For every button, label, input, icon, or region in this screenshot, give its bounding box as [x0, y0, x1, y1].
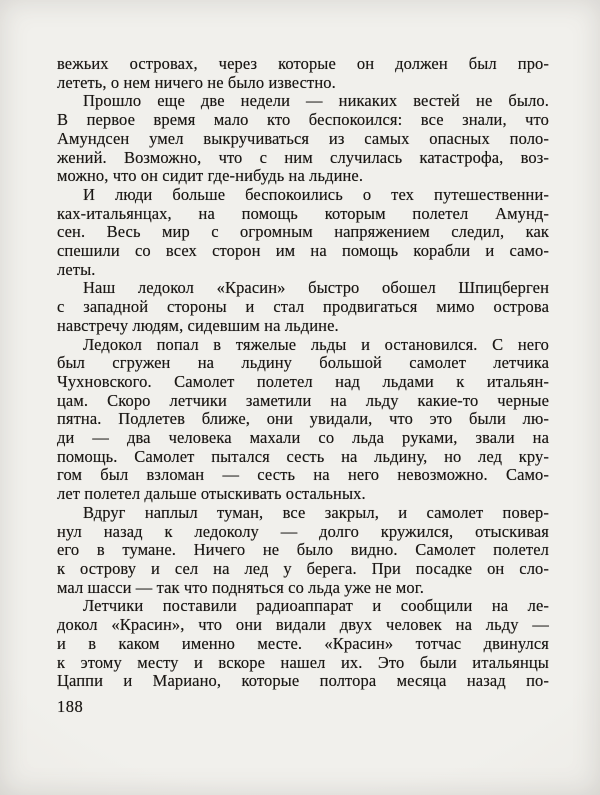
text-line: с западной стороны и стал продвигаться мимо острова: [57, 297, 549, 317]
text-line: Чухновского. Самолет полетел над льдами к итальян-: [57, 371, 549, 391]
text-line: Вдруг наплыл туман, все закрыл, и самолет повер-: [83, 502, 549, 522]
text-line: В первое время мало кто беспокоился: все знали, что: [57, 110, 549, 130]
text-line: ди — два человека махали со льда руками, звали на: [57, 428, 549, 448]
text-line: цам. Скоро летчики заметили на льду какие-то черные: [57, 390, 549, 410]
text-line: Наш ледокол «Красин» быстро обошел Шпицберген: [83, 278, 549, 298]
body-text: [57, 55, 549, 691]
paragraph: [57, 597, 549, 691]
text-line: нул назад к ледоколу — долго кружился, отыскивая: [57, 521, 549, 541]
text-line: Летчики поставили радиоаппарат и сообщили на ле-: [83, 596, 549, 616]
paragraph: [57, 55, 549, 92]
paragraph: [57, 279, 549, 335]
text-line: Ледокол попал в тяжелые льды и остановился. С него: [83, 334, 549, 354]
text-line: мал шасси — так что подняться со льда уже не мог.: [57, 577, 425, 597]
text-line: был сгружен на льдину большой самолет летчика: [57, 353, 549, 373]
text-line: Амундсен умел выкручиваться из самых опасных поло-: [57, 128, 549, 148]
text-line: и в каком именно месте. «Красин» тотчас двинулся: [57, 633, 549, 653]
text-line: к острову и сел на лед у берега. При посадке он сло-: [57, 558, 549, 578]
text-line: вежьих островах, через которые он должен был про-: [57, 54, 549, 73]
text-line: навстречу людям, сидевшим на льдине.: [57, 315, 339, 335]
paragraph: [57, 92, 549, 186]
text-line: Цаппи и Мариано, которые полтора месяца назад по-: [57, 671, 549, 691]
paragraph: [57, 186, 549, 280]
text-line: спешили со всех сторон им на помощь корабли и само-: [57, 241, 549, 261]
text-line: лет полетел дальше отыскивать остальных.: [57, 484, 366, 504]
text-line: к этому месту и вскоре нашел их. Это были итальянцы: [57, 652, 549, 672]
text-line: можно, что он сидит где-нибудь на льдине.: [57, 166, 364, 186]
text-line: Прошло еще две недели — никаких вестей не было.: [83, 91, 549, 111]
text-line: лететь, о нем ничего не было известно.: [57, 72, 336, 92]
text-line: помощь. Самолет пытался сесть на льдину, но лед кру-: [57, 446, 549, 466]
page-number: 188: [57, 697, 84, 716]
text-line: гом был взломан — сесть на него невозможно. Само-: [57, 465, 549, 485]
text-line: сен. Весь мир с огромным напряжением следил, как: [57, 222, 549, 242]
text-line: И люди больше беспокоились о тех путешественни-: [83, 184, 549, 204]
text-line: его в тумане. Ничего не было видно. Самолет полетел: [57, 540, 549, 560]
text-line: ках-итальянцах, на помощь которым полетел Амунд-: [57, 203, 549, 223]
text-line: жений. Возможно, что с ним случилась катастрофа, воз-: [57, 147, 549, 167]
text-line: пятна. Подлетев ближе, они увидали, что это были лю-: [57, 409, 549, 429]
paragraph: [57, 504, 549, 598]
text-line: леты.: [57, 259, 96, 279]
paragraph: [57, 336, 549, 504]
text-line: докол «Красин», что они видали двух человек на льду —: [57, 615, 549, 635]
